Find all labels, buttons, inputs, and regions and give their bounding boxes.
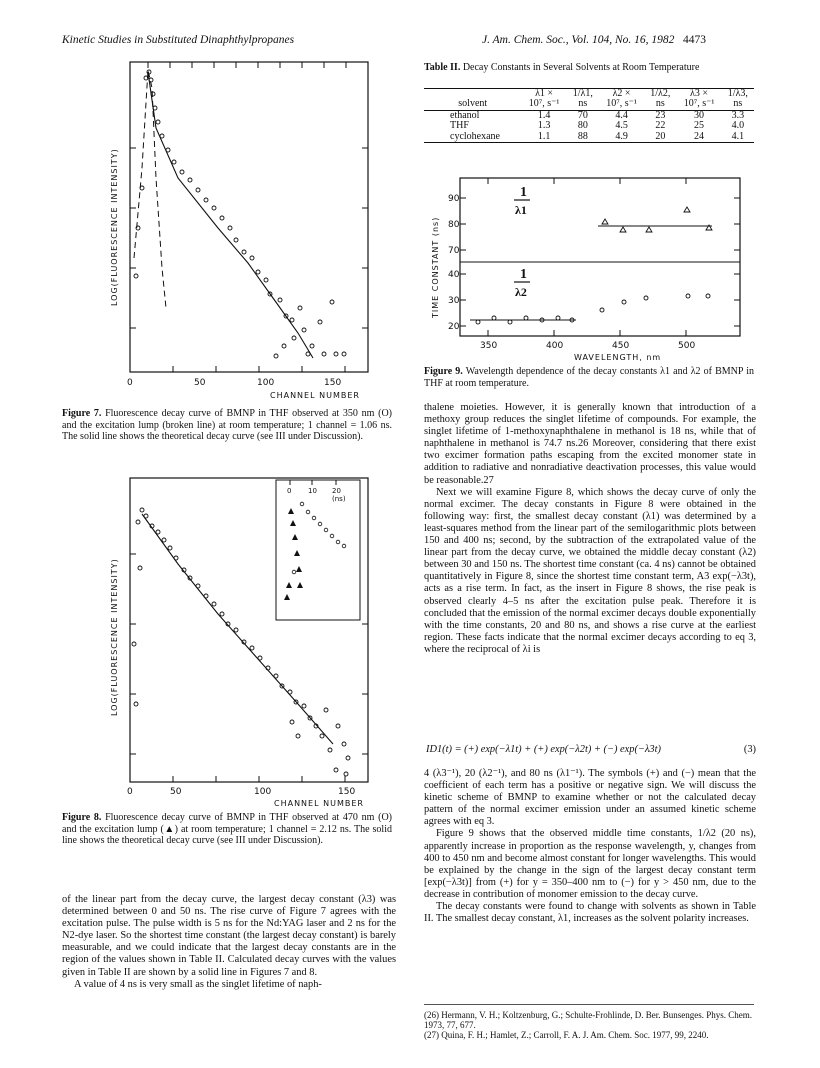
table-header-cell: 10⁷, s⁻¹ <box>676 99 721 110</box>
figure-9-caption-text: Wavelength dependence of the decay constants λ1 and λ2 of BMNP in THF at room temperature. <box>424 366 754 389</box>
figure-9-caption <box>424 366 754 389</box>
table-cell: cyclohexane <box>424 132 521 143</box>
table-cell: 22 <box>655 120 666 132</box>
figure-9-xtick: 350 <box>480 341 498 351</box>
table-row <box>424 110 754 121</box>
figure-9-caption-label: Figure 9. <box>424 366 463 377</box>
figure-8-xlabel: CHANNEL NUMBER <box>274 799 364 808</box>
table-cell: 3.3 <box>731 109 745 121</box>
figure-8-plot <box>98 474 398 808</box>
table-header-cell: λ1 × <box>521 89 566 100</box>
table-cell: 24 <box>676 132 721 143</box>
table-header-cell: ns <box>644 99 676 110</box>
figure-9-ytick: 80 <box>448 220 460 230</box>
table-header-cell: 1/λ1, <box>567 89 599 100</box>
table-header-cell: 10⁷, s⁻¹ <box>599 99 644 110</box>
table-cell: 1.1 <box>521 132 566 143</box>
figure-7-caption <box>62 408 392 443</box>
figure-9-ytick: 30 <box>448 296 460 306</box>
figure-9-plot <box>426 172 756 368</box>
figure-8 <box>98 474 398 808</box>
running-title: Kinetic Studies in Substituted Dinaphthylpropanes <box>62 34 295 46</box>
figure-8-caption-label: Figure 8. <box>62 812 102 823</box>
figure-9-xtick: 450 <box>612 341 630 351</box>
figure-8-xtick: 100 <box>254 787 272 797</box>
table-cell: 4.1 <box>722 132 754 143</box>
footnote-26: (26) Hermann, V. H.; Koltzenburg, G.; Schulte-Frohlinde, D. Ber. Bunsenges. Phys. Chem. 1973, 77, 677. <box>424 1010 752 1031</box>
figure-8-xtick: 150 <box>338 787 356 797</box>
figure-7-xtick: 100 <box>257 378 275 388</box>
table-cell: 4.0 <box>731 120 745 132</box>
figure-9-ylabel: TIME CONSTANT (ns) <box>431 216 440 318</box>
figure-7 <box>98 58 398 404</box>
footnotes <box>424 1010 756 1041</box>
figure-9-xtick: 400 <box>546 341 564 351</box>
footnote-27: (27) Quina, F. H.; Hamlet, Z.; Carroll, F. A. J. Am. Chem. Soc. 1977, 99, 2240. <box>424 1030 709 1041</box>
table-header-cell: 1/λ2, <box>644 89 676 100</box>
table-cell: 23 <box>655 109 666 121</box>
table-cell: 70 <box>577 109 588 121</box>
figure-9-curve-label-bottom: 1 <box>520 267 527 282</box>
journal-citation <box>482 34 706 46</box>
figure-8-caption <box>62 812 392 847</box>
figure-8-ylabel: LOG(FLUORESCENCE INTENSITY) <box>110 558 119 716</box>
right-column-text <box>424 402 756 656</box>
footnote-rule <box>424 1004 754 1005</box>
page-number: 4473 <box>683 34 707 46</box>
table-2-title-text: Decay Constants in Several Solvents at Room Temperature <box>462 62 700 73</box>
table-cell: 30 <box>694 109 705 121</box>
equation-number: (3) <box>743 744 756 755</box>
table-cell: 80 <box>577 120 588 132</box>
figure-7-xlabel: CHANNEL NUMBER <box>270 391 360 400</box>
right-column-text-cont <box>424 768 756 925</box>
table-header-cell: λ2 × <box>599 89 644 100</box>
figure-7-caption-label: Figure 7. <box>62 408 102 419</box>
left-column-text <box>62 894 396 991</box>
paragraph: Figure 9 shows that the observed middle time constants, 1/λ2 (20 ns), apparently increase in proportion as the response wavelength, y, changes from 400 to 450 nm and become almost constant for longer wavelengths. This would be explained by the change in the sign of the largest decay constant term [exp(−λ3t)] from (+) for y = 350–400 nm to (−) for y > 450 nm, due to the decrease in contribution of monomer emission to the decay curve. <box>424 828 756 900</box>
figure-9-curve-label-bottom-sub: λ2 <box>515 285 527 299</box>
table-header-cell: solvent <box>424 99 521 110</box>
figure-9-ytick: 90 <box>448 194 460 204</box>
figure-8-xtick: 0 <box>127 787 133 797</box>
table-cell: THF <box>450 120 469 132</box>
table-cell: 1.4 <box>537 109 551 121</box>
paragraph: A value of 4 ns is very small as the singlet lifetime of naph- <box>74 978 322 990</box>
journal-name: J. Am. Chem. Soc., Vol. 104, No. 16, 1982 <box>482 34 675 46</box>
table-cell: 25 <box>694 120 705 132</box>
figure-8-inset-tick: 20 <box>332 487 341 495</box>
table-2-label: Table II. <box>424 62 461 73</box>
figure-9-curve-label-top: 1 <box>520 185 527 200</box>
figure-9-ytick: 70 <box>448 246 460 256</box>
figure-8-caption-text: Fluorescence decay curve of BMNP in THF observed at 470 nm (O) and the excitation lump (▲) at room temperature; 1 channel = 2.12 ns. The solid line shows the theoretical decay curve (see III under Discussion). <box>62 812 393 847</box>
table-header-cell: 1/λ3, <box>722 89 754 100</box>
figure-7-xtick: 150 <box>324 378 342 388</box>
figure-7-plot <box>98 58 398 404</box>
paragraph: Next we will examine Figure 8, which shows the decay curve of only the normal excimer. The decay constants in Figure 8 were obtained in the following way: first, the smallest decay constant (λ1) was determined by a least-squares method from the linear part of the semilogarithmic plots between 150 and 400 ns; second, by the subtraction of the extrapolated value of the linear part from the decay curve, we obtained the middle decay constant (λ2) between 30 and 150 ns. The shortest time constant (ca. 4 ns) cannot be obtained quantitatively in Figure 8, since the shortest time constant term, A3 exp(−λ3t), acts as a rise term. In fact, as the insert in Figure 8 shows, the rise peak is observed clearly 4–5 ns after the excitation pulse peak. Therefore it is concluded that the emission of the normal excimer decays double exponentially with the time constants, 20 and 80 ns, and shows a rise curve at the earliest region. These facts indicate that the normal excimer decays according to eq 3, where the reciprocal of λi is <box>424 486 756 655</box>
paragraph: thalene moieties. However, it is generally known that introduction of a methoxy group reduces the singlet lifetime of compounds. For example, the singlet lifetime of 1-methoxynaphthalene in methanol is 18 ns, while that of naphthalene in methanol is 74.7 ns.26 Moreover, considering that there exist two excimer formation paths escaping from the excited monomer state in addition to radiative and nonradiative deactivation processes, this value would be reasonable.27 <box>424 402 756 486</box>
figure-7-ylabel: LOG(FLUORESCENCE INTENSITY) <box>110 148 119 306</box>
figure-8-inset-tick: 0 <box>287 487 292 495</box>
figure-9 <box>426 172 756 368</box>
table-cell: 4.9 <box>599 132 644 143</box>
figure-9-xlabel: WAVELENGTH, nm <box>574 353 662 362</box>
figure-8-inset-tick: 10 <box>308 487 317 495</box>
equation-3 <box>426 744 756 755</box>
figure-7-caption-text: Fluorescence decay curve of BMNP in THF observed at 350 nm (O) and the excitation lump (broken line) at room temperature; 1 channel = 1.06 ns. The solid line shows the theoretical decay curve (see III under Discussion). <box>62 408 393 443</box>
figure-9-curve-label-top-sub: λ1 <box>515 203 527 217</box>
paragraph: The decay constants were found to change with solvents as shown in Table II. The smallest decay constant, λ1, increases as the solvent polarity increases. <box>424 901 756 925</box>
figure-8-xtick: 50 <box>170 787 182 797</box>
figure-8-inset-unit: (ns) <box>332 495 346 503</box>
table-cell: 4.5 <box>615 120 628 132</box>
table-cell: 1.3 <box>537 120 551 132</box>
table-2 <box>424 88 754 143</box>
table-cell: ethanol <box>450 109 480 121</box>
figure-7-xtick: 0 <box>127 378 133 388</box>
table-header-cell: ns <box>722 99 754 110</box>
figure-7-xtick: 50 <box>194 378 206 388</box>
table-header-cell: λ3 × <box>676 89 721 100</box>
figure-9-ytick: 20 <box>448 322 460 332</box>
paragraph: 4 (λ3⁻¹), 20 (λ2⁻¹), and 80 ns (λ1⁻¹). The symbols (+) and (−) mean that the coefficient of each term has a positive or negative sign. We will discuss the kinetic scheme of BMNP to examine whether or not the calculated decay pattern of the normal excimer emission under an assumed kinetic scheme agrees with eq 3. <box>424 768 756 828</box>
table-header-cell: ns <box>567 99 599 110</box>
figure-9-xtick: 500 <box>678 341 696 351</box>
table-header-cell: 10⁷, s⁻¹ <box>521 99 566 110</box>
equation-body: ID1(t) = (+) exp(−λ1t) + (+) exp(−λ2t) + (−) exp(−λ3t) <box>426 744 661 755</box>
table-cell: 20 <box>644 132 676 143</box>
table-row <box>424 132 754 143</box>
table-cell: 4.4 <box>615 109 628 121</box>
paragraph: of the linear part from the decay curve, the largest decay constant (λ3) was determined between 0 and 50 ns. The rise curve of Figure 7 agrees with the excitation pulse. The pulse width is 5 ns for the Nd:YAG laser and 2 ns for the N2-dye laser. So the shortest time constant (the largest decay constant) is barely measurable, and we could indicate that the largest decay constants are in the region of the values shown in Table II. Calculated decay curves with the values given in Table II are shown by a solid line in Figures 7 and 8. <box>62 894 396 978</box>
table-2-title <box>424 62 754 73</box>
figure-9-ytick: 40 <box>448 270 460 280</box>
table-cell: 88 <box>567 132 599 143</box>
